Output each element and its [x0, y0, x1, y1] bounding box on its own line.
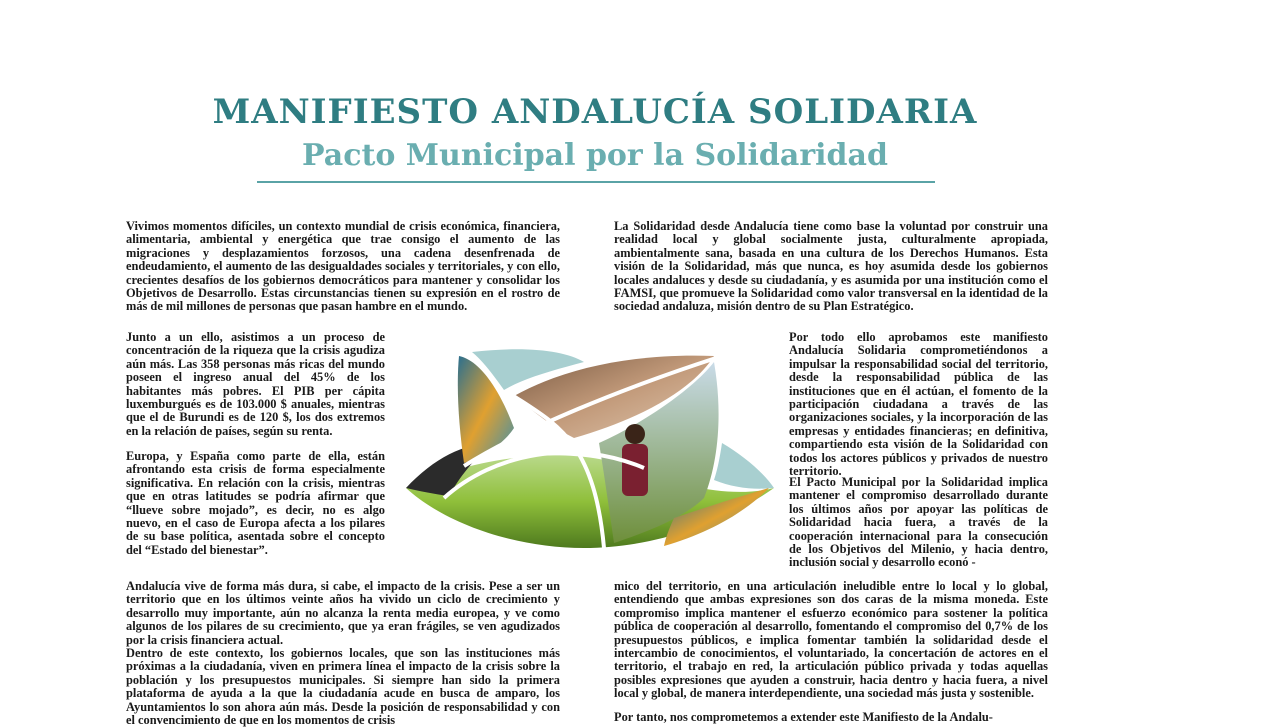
collage-person-head: [625, 424, 645, 444]
paragraph-solidarity-vision: La Solidaridad desde Andalucía tiene como base la voluntad por construir una realidad local y global socialmente justa, culturalmente apropiada, ambientalmente sana, basada en una cultura de los Derechos Humanos. Esta visión de la Solidaridad, más que nunca, es hoy asumida desde los gobiernos locales andaluces y desde su ciudadanía, y es asumida por una institución como el FAMSI, que promueve la Solidaridad como valor transversal en la identidad de la sociedad andaluza, misión dentro de su Plan Estratégico.: [614, 219, 1048, 314]
collage-person-shirt: [622, 444, 648, 496]
paragraph-europe: Europa, y España como parte de ella, están afrontando esta crisis de forma especialmente significativa. En relación con la crisis, mientras que en otras latitudes se podría afirmar que “llueve sobre mojado”, es decir, no es algo nuevo, en el caso de Europa afecta a los pilares de su base política, asentada sobre el concepto del “Estado del bienestar”.: [126, 449, 385, 557]
paragraph-local-governments: Dentro de este contexto, los gobiernos locales, que son las instituciones más próximas a la ciudadanía, viven en primera línea el impacto de la crisis sobre la población y los presupuestos municipales. Si siempre han sido la primera plataforma de ayuda a la que la ciudadanía acude en busca de amparo, los Ayuntamientos lo son ahora aún más. Desde la posición de responsabilidad y con el convencimiento de que en los momentos de crisis: [126, 646, 560, 727]
collage-teal-right: [714, 443, 774, 489]
document-title: MANIFIESTO ANDALUCÍA SOLIDARIA: [212, 92, 978, 132]
paragraph-extension: Por tanto, nos comprometemos a extender este Manifiesto de la Andalu-: [614, 710, 993, 724]
paragraph-commitment: mico del territorio, en una articulación ineludible entre lo local y lo global, entendiendo que ambas expresiones son dos caras de la misma moneda. Este compromiso implica mantener el esfuerzo económico para sostener la política pública de cooperación al desarrollo, fomentando el compromiso del 0,7% de los presupuestos públicos, e implica fomentar también la solidaridad desde el intercambio de conocimientos, el voluntariado, la concertación de actores en el territorio, el trabajo en red, la articulación público privada y todas aquellas posibles expresiones que ayuden a construir, hacia dentro y hacia fuera, a nivel local y global, de manera interdependiente, una sociedad más justa y sostenible.: [614, 579, 1048, 701]
paragraph-municipal-pact: El Pacto Municipal por la Solidaridad implica mantener el compromiso desarrollado durante los últimos años por apoyar las políticas de Solidaridad hacia fuera, a través de la cooperación internacional para la consecución de los Objetivos del Milenio, y hacia dentro, inclusión social y desarrollo econó -: [789, 475, 1048, 570]
photo-collage-icon: [404, 348, 776, 550]
paragraph-crisis-context: Vivimos momentos difíciles, un contexto mundial de crisis económica, financiera, alimentaria, ambiental y energética que trae consigo el aumento de las migraciones y desplazamientos forzosos, una cadena desenfrenada de endeudamiento, el aumento de las desigualdades sociales y territoriales, y con ello, crecientes desafíos de los gobiernos democráticos para mantener y consolidar los Objetivos de Desarrollo. Estas circunstancias tienen su expresión en el rostro de más de mil millones de personas que pasan hambre en el mundo.: [126, 219, 560, 314]
title-divider: [257, 181, 935, 183]
paragraph-andalucia: Andalucía vive de forma más dura, si cabe, el impacto de la crisis. Pese a ser un territorio que en los últimos veinte años ha vivido un ciclo de crecimiento y desarrollo muy importante, aún no alcanza la renta media europea, y ve como algunos de los pilares de su crecimiento, que ya eran frágiles, se ven agudizados por la crisis financiera actual.: [126, 579, 560, 647]
document-subtitle: Pacto Municipal por la Solidaridad: [302, 138, 888, 173]
paragraph-wealth-concentration: Junto a un ello, asistimos a un proceso de concentración de la riqueza que la crisis agudiza aún más. Las 358 personas más ricas del mundo poseen el ingreso anual del 45% de los habitantes más pobres. El PIB per cápita luxemburgués es de 103.000 $ anuales, mientras que el de Burundi es de 120 $, los dos extremos en la relación de países, según su renta.: [126, 330, 385, 438]
paragraph-manifesto-approval: Por todo ello aprobamos este manifiesto Andalucía Solidaria comprometiéndonos a impulsar la responsabilidad social del territorio, desde la responsabilidad pública de las instituciones que en él actúan, el fomento de la participación ciudadana a través de las organizaciones sociales, y la incorporación de las empresas y entidades financieras; en definitiva, compartiendo esta visión de la Solidaridad con todos los actores públicos y privados de nuestro territorio.: [789, 330, 1048, 479]
